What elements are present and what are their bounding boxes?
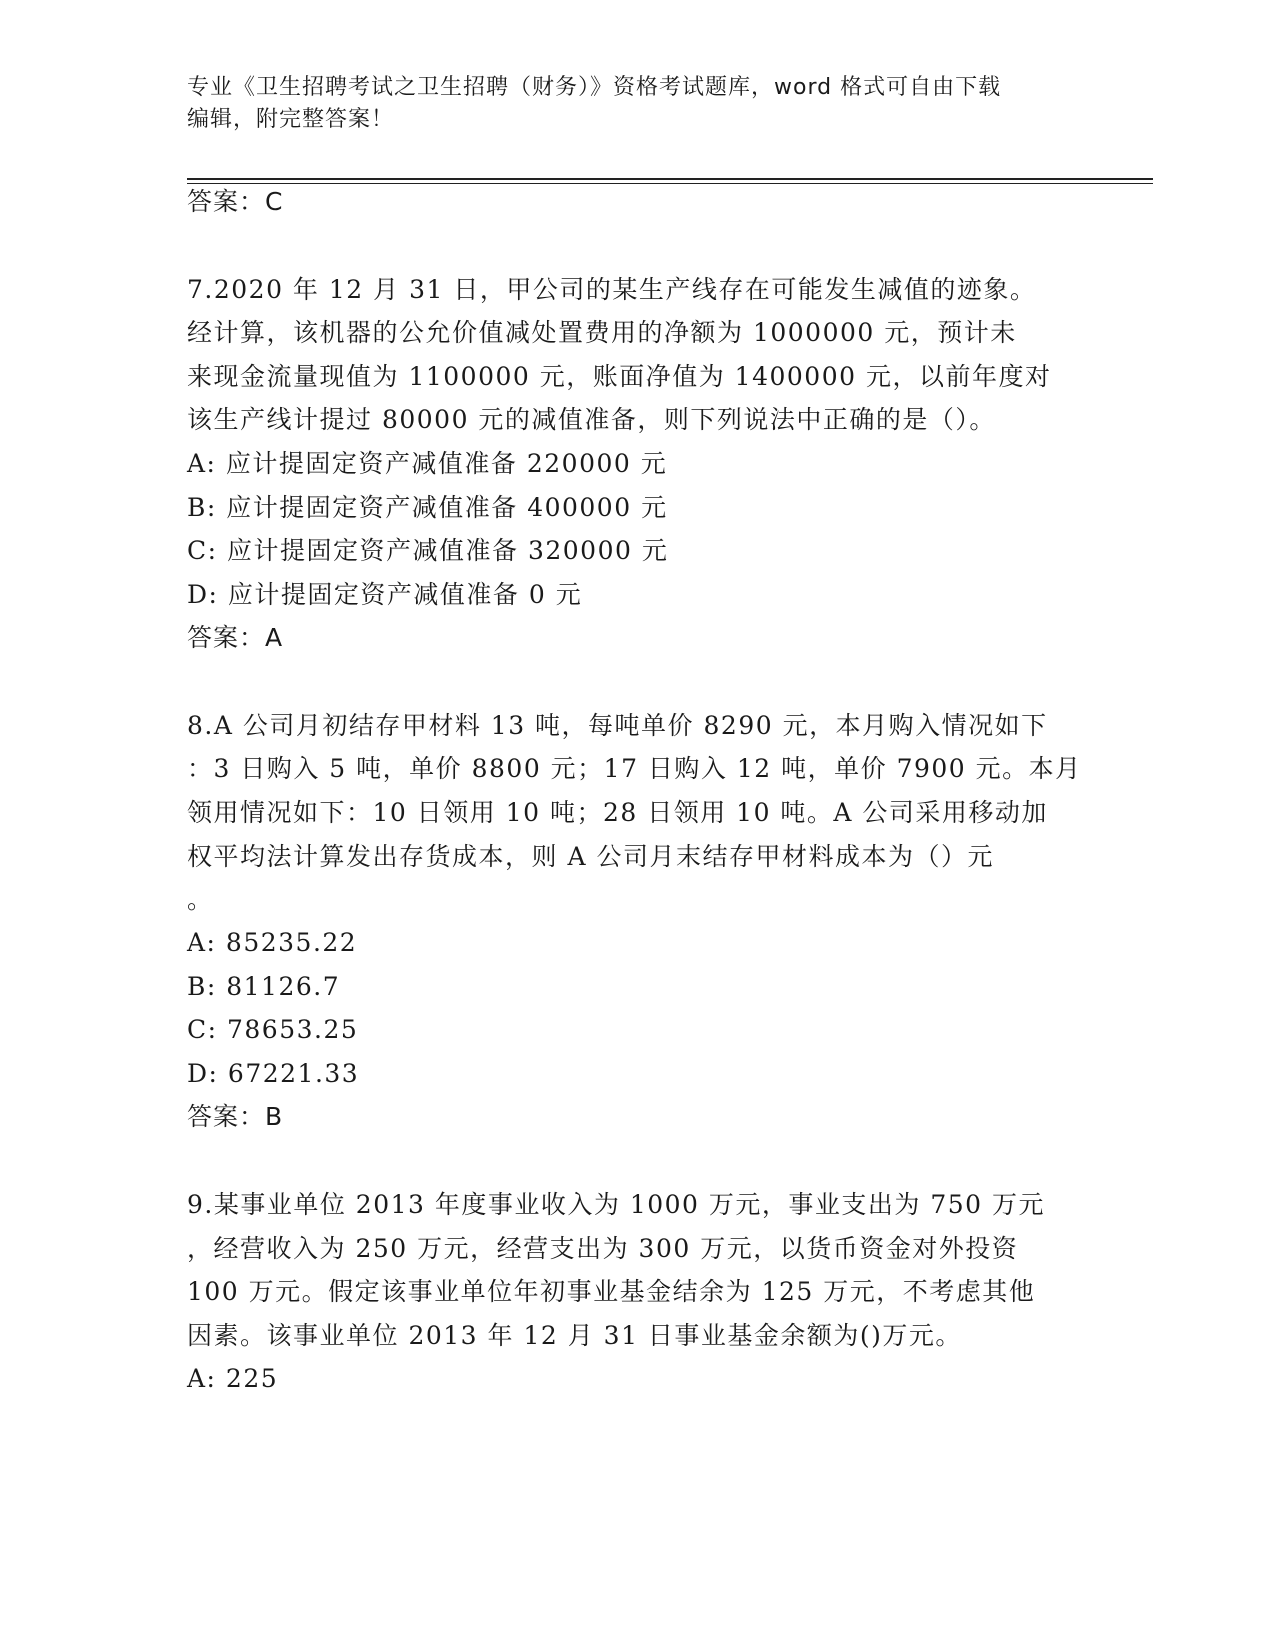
question-7-option-a: A: 应计提固定资产减值准备 220000 元 (187, 449, 668, 478)
question-8-line-5: 。 (187, 885, 214, 914)
header-line-1: 专业《卫生招聘考试之卫生招聘（财务）》资格考试题库，word 格式可自由下载 (187, 75, 1002, 100)
question-7-option-c: C: 应计提固定资产减值准备 320000 元 (187, 536, 669, 565)
header-divider-thick (187, 178, 1153, 180)
question-7-line-3: 来现金流量现值为 1100000 元，账面净值为 1400000 元，以前年度对 (187, 362, 1052, 391)
question-8-line-2: ：3 日购入 5 吨，单价 8800 元；17 日购入 12 吨，单价 7900 元。本月 (187, 754, 1082, 783)
question-8-line-3: 领用情况如下：10 日领用 10 吨；28 日领用 10 吨。A 公司采用移动加 (187, 798, 1048, 827)
question-8-line-1: 8.A 公司月初结存甲材料 13 吨，每吨单价 8290 元，本月购入情况如下 (187, 711, 1048, 740)
page-header (187, 72, 1067, 136)
question-8-answer: 答案：B (187, 1102, 284, 1131)
question-7-line-1: 7.2020 年 12 月 31 日，甲公司的某生产线存在可能发生减值的迹象。 (187, 275, 1037, 304)
question-9-option-a: A: 225 (187, 1364, 279, 1393)
header-divider-thin (187, 183, 1153, 184)
question-7-line-2: 经计算，该机器的公允价值减处置费用的净额为 1000000 元，预计未 (187, 318, 1017, 347)
question-9-line-1: 9.某事业单位 2013 年度事业收入为 1000 万元，事业支出为 750 万元 (187, 1190, 1045, 1219)
question-9-line-3: 100 万元。假定该事业单位年初事业基金结余为 125 万元，不考虑其他 (187, 1277, 1036, 1306)
question-7-answer: 答案：A (187, 623, 284, 652)
question-8-line-4: 权平均法计算发出存货成本，则 A 公司月末结存甲材料成本为（）元 (187, 842, 994, 871)
question-9-line-2: ，经营收入为 250 万元，经营支出为 300 万元，以货币资金对外投资 (187, 1234, 1019, 1263)
question-7-option-d: D: 应计提固定资产减值准备 0 元 (187, 580, 583, 609)
question-9-line-4: 因素。该事业单位 2013 年 12 月 31 日事业基金余额为()万元。 (187, 1321, 962, 1350)
header-line-2: 编辑，附完整答案！ (187, 107, 395, 132)
question-7-option-b: B: 应计提固定资产减值准备 400000 元 (187, 493, 668, 522)
answer-previous: 答案：C (187, 187, 284, 216)
question-8-option-d: D: 67221.33 (187, 1059, 360, 1088)
question-7-line-4: 该生产线计提过 80000 元的减值准备，则下列说法中正确的是（）。 (187, 405, 996, 434)
question-8-option-b: B: 81126.7 (187, 972, 341, 1001)
question-8-option-c: C: 78653.25 (187, 1015, 359, 1044)
question-8-option-a: A: 85235.22 (187, 928, 358, 957)
